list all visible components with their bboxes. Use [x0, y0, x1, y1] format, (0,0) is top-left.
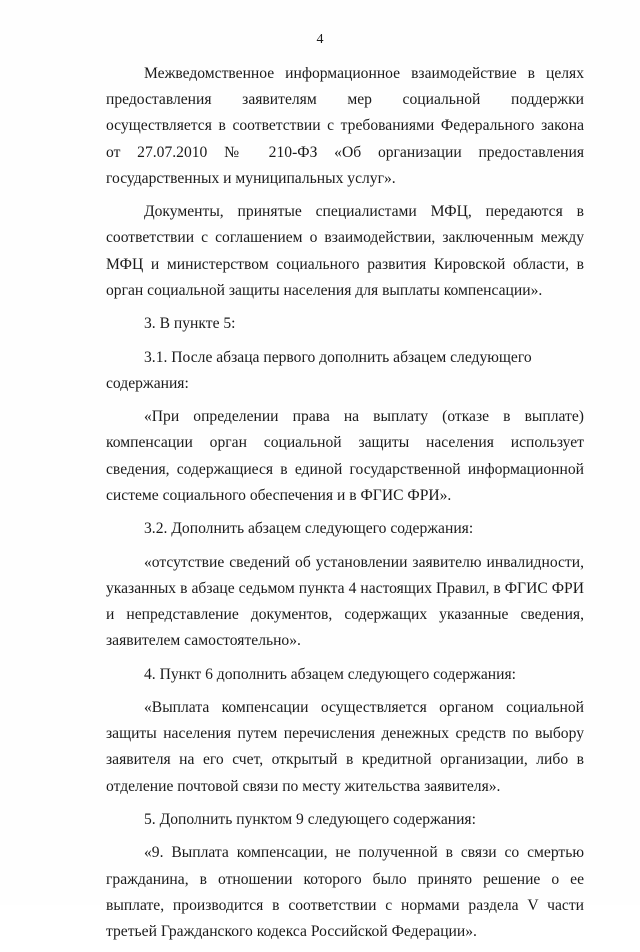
page-number: 4 — [316, 32, 324, 47]
paragraph-item-5: 5. Дополнить пунктом 9 следующего содержания: — [144, 810, 476, 828]
paragraph-interagency-interaction: Межведомственное информационное взаимодействие в целях предоставления заявителям мер социальной поддержки осуществляется в соответствии с требованиями Федерального закона от 27.07.2010 № 210-ФЗ «Об организации предоставления государственных и муниципальных услуг». — [106, 65, 584, 187]
paragraph-item-4: 4. Пункт 6 дополнить абзацем следующего содержания: — [144, 665, 516, 683]
paragraph-item-3-1: 3.1. После абзаца первого дополнить абзацем следующего содержания: — [106, 348, 532, 392]
paragraph-item-3-heading: 3. В пункте 5: — [144, 315, 236, 333]
paragraph-mfc-documents: Документы, принятые специалистами МФЦ, передаются в соответствии с соглашением о взаимодействии, заключенным между МФЦ и министерством социального развития Кировской области, в орган социальной защиты населения для выплаты компенсации». — [106, 203, 584, 299]
paragraph-item-4-text: «Выплата компенсации осуществляется органом социальной защиты населения путем перечисления денежных средств по выбору заявителя на его счет, открытый в кредитной организации, либо в отделение почтовой связи по месту жительства заявителя». — [106, 698, 584, 795]
paragraph-item-3-2: 3.2. Дополнить абзацем следующего содержания: — [144, 520, 474, 538]
paragraph-item-3-2-text: «отсутствие сведений об установлении заявителю инвалидности, указанных в абзаце седьмом пункта 4 настоящих Правил, в ФГИС ФРИ и непредставление документов, содержащих указанные сведения, заявителем самостоятельно». — [106, 553, 584, 650]
paragraph-item-3-1-text: «При определении права на выплату (отказе в выплате) компенсации орган социальной защиты населения использует сведения, содержащиеся в единой государственной информационной системе социального обеспечения и в ФГИС ФРИ». — [106, 408, 584, 504]
document-body — [106, 61, 584, 952]
paragraph-item-5-text: «9. Выплата компенсации, не полученной в связи со смертью гражданина, в отношении которого было принято решение о ее выплате, производится в соответствии с нормами раздела V части третьей Гражданского кодекса Российской Федерации». — [106, 844, 584, 940]
